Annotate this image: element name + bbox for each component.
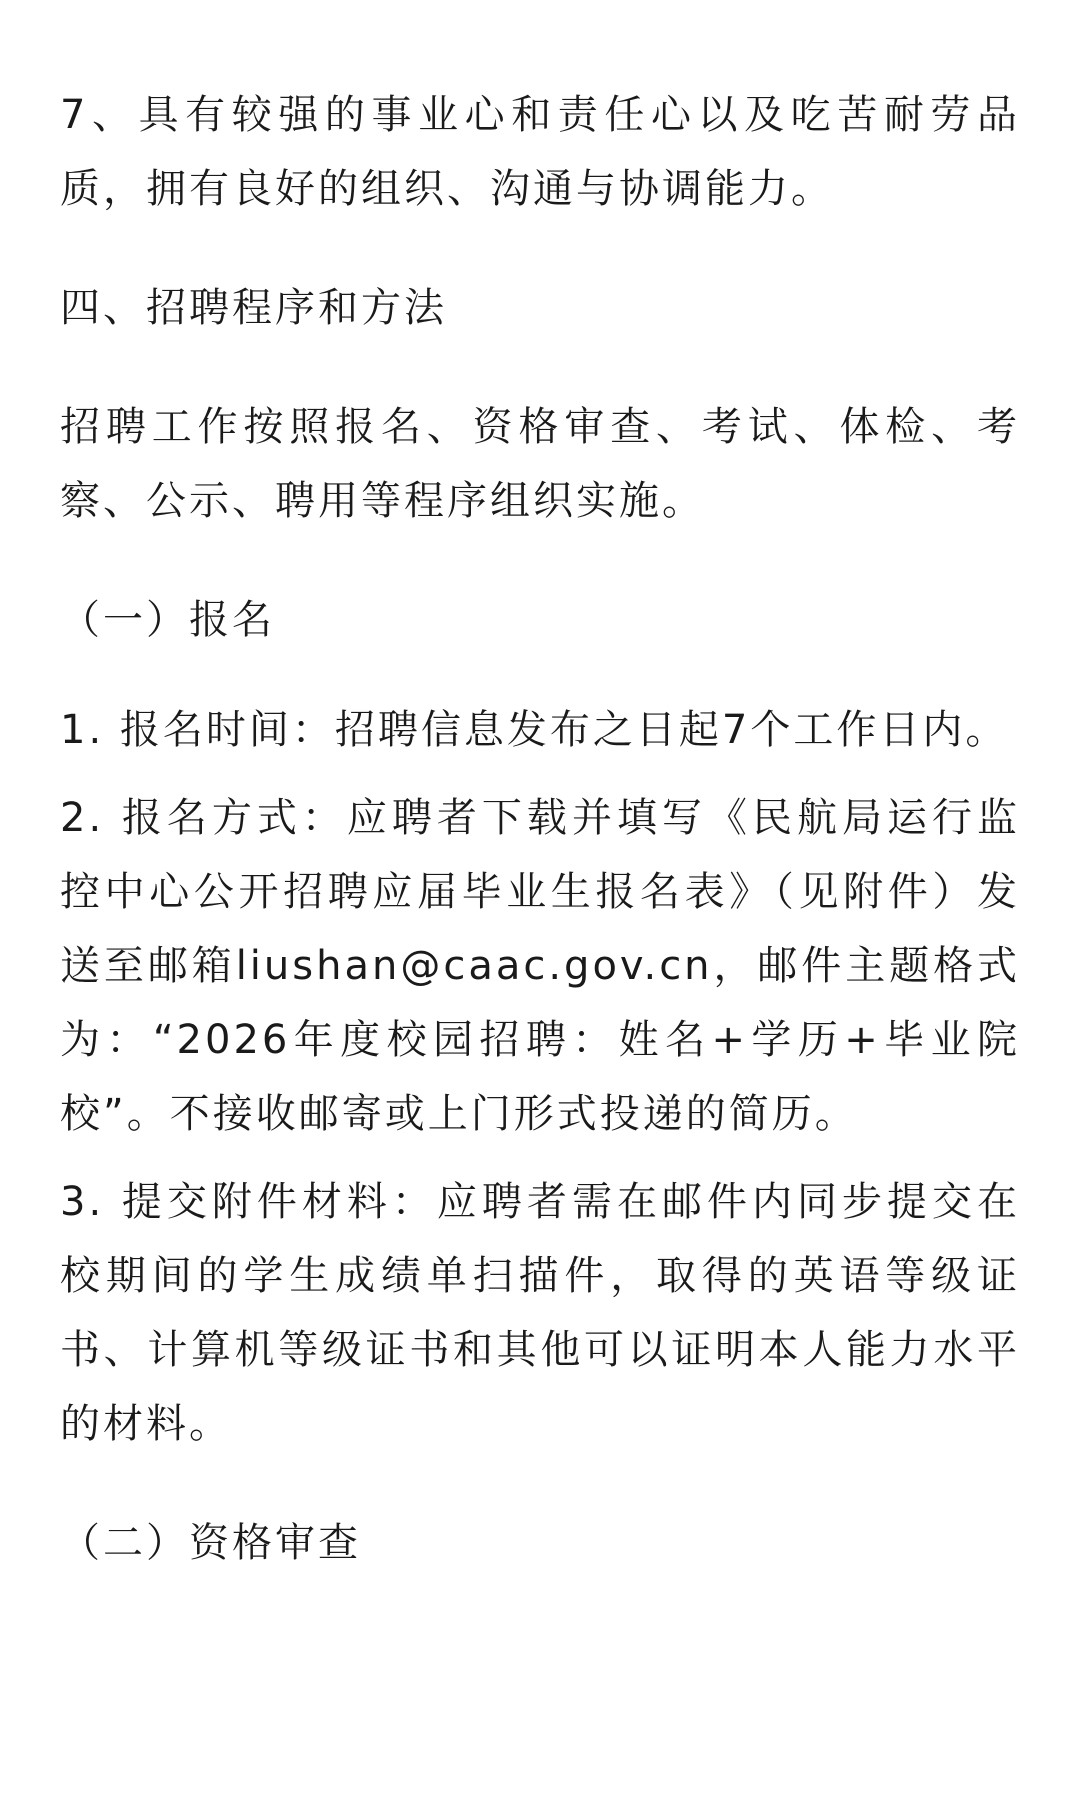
registration-method: 2. 报名方式：应聘者下载并填写《民航局运行监控中心公开招聘应届毕业生报名表》（见附件）发送至邮箱liushan@caac.gov.cn，邮件主题格式为：“2026年度校园招聘：姓名+学历+毕业院校”。不接收邮寄或上门形式投递的简历。 — [60, 795, 1020, 1137]
requirement-item-7: 7、具有较强的事业心和责任心以及吃苦耐劳品质，拥有良好的组织、沟通与协调能力。 — [60, 92, 1020, 212]
section-heading-procedure: 四、招聘程序和方法 — [60, 285, 447, 331]
subheading-registration: （一）报名 — [60, 597, 275, 643]
subheading-qualification-review: （二）资格审查 — [60, 1520, 361, 1566]
procedure-overview: 招聘工作按照报名、资格审查、考试、体检、考察、公示、聘用等程序组织实施。 — [60, 404, 1020, 524]
registration-time: 1. 报名时间：招聘信息发布之日起7个工作日内。 — [60, 707, 1009, 753]
attachment-materials: 3. 提交附件材料：应聘者需在邮件内同步提交在校期间的学生成绩单扫描件，取得的英语等级证书、计算机等级证书和其他可以证明本人能力水平的材料。 — [60, 1179, 1020, 1447]
article-body — [60, 78, 1020, 1580]
